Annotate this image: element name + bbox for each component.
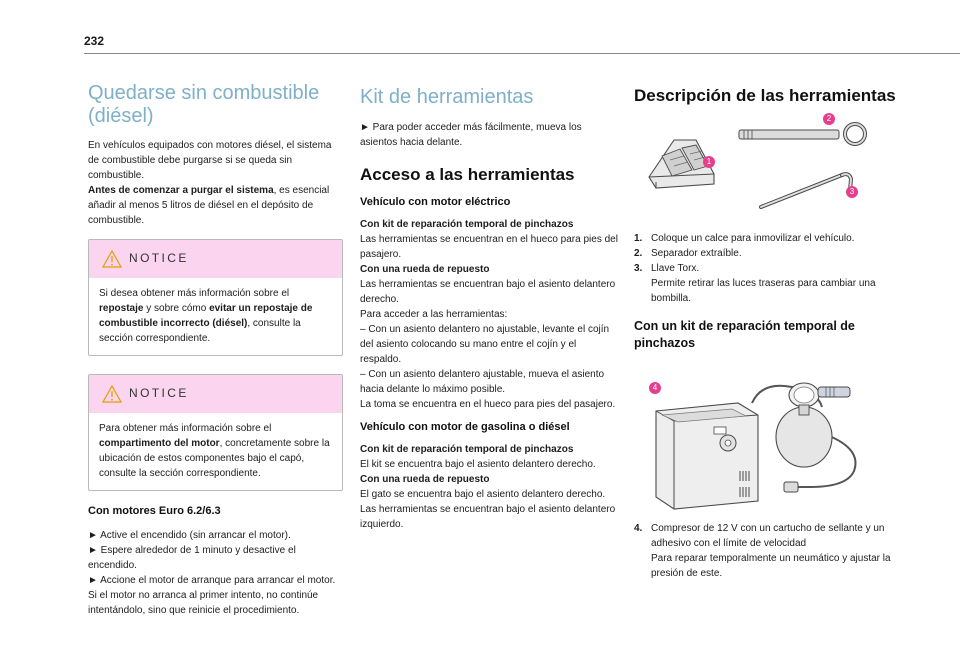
item-number: 2. (634, 248, 643, 259)
notice-text: Para obtener más información sobre el (99, 423, 272, 434)
title-line-2: (diésel) (88, 105, 154, 127)
notice-body (89, 278, 342, 355)
notice-text: , consulte la sección correspondiente. (99, 318, 301, 344)
callout-badge-4: 4 (649, 382, 661, 394)
item-subtext: Para reparar temporalmente un neumático y ajustar la presión de este. (651, 553, 891, 579)
e-spare-title: Con una rueda de repuesto (360, 264, 490, 275)
left-column (88, 82, 341, 618)
toolkit-intro: ► Para poder acceder más fácilmente, mueva los asientos hacia delante. (360, 122, 582, 148)
step-2: ► Espere alrededor de 1 minuto y desactive el encendido. (88, 545, 296, 571)
list-item (634, 231, 896, 246)
final-note: Si el motor no arranca al primer intento, no continúe intentándolo, sino que reinicie el procedimiento. (88, 590, 319, 616)
item-text: Separador extraíble. (651, 248, 742, 259)
notice-text: y sobre cómo (143, 303, 210, 314)
kit-title: Con un kit de reparación temporal de pinchazos (634, 319, 855, 350)
purge-warning (88, 183, 341, 228)
f-spare-text-2: Las herramientas se encuentran bajo el asiento delantero izquierdo. (360, 504, 616, 530)
notice-label: NOTICE (129, 386, 189, 400)
warning-triangle-icon (102, 385, 122, 403)
f-spare-title: Con una rueda de repuesto (360, 474, 490, 485)
callout-badge-1: 1 (703, 156, 715, 168)
e-dash-1: – Con un asiento delantero no ajustable, levante el cojín del asiento colocando su mano entre el cojín y el respaldo. (360, 324, 610, 365)
item-number: 3. (634, 263, 643, 274)
tools-list (634, 231, 896, 352)
notice-box-engine (88, 374, 343, 491)
purge-warning-rest: , es esencial añadir al menos 5 litros de diésel en el depósito de combustible. (88, 185, 330, 226)
header-divider (84, 53, 960, 54)
notice-box-refuelling (88, 239, 343, 356)
euro-heading: Con motores Euro 6.2/6.3 (88, 505, 221, 517)
towing-eye-image (739, 124, 865, 144)
section-title-fuel (88, 82, 341, 128)
e-access-text: Para acceder a las herramientas: (360, 309, 508, 320)
notice-label: NOTICE (129, 251, 189, 265)
notice-text: Si desea obtener más información sobre el (99, 288, 290, 299)
list-item (634, 521, 896, 581)
page-number: 232 (84, 34, 105, 48)
compressor-illustration (642, 375, 882, 513)
item-subtext: Permite retirar las luces traseras para cambiar una bombilla. (651, 278, 876, 304)
tools-illustration (644, 112, 870, 216)
item-number: 1. (634, 233, 643, 244)
torx-key-image (761, 174, 851, 207)
callout-badge-2: 2 (823, 113, 835, 125)
list-item (634, 246, 896, 261)
f-spare-text-1: El gato se encuentra bajo el asiento delantero derecho. (360, 489, 606, 500)
compressor-image (656, 383, 855, 509)
f-kit-title: Con kit de reparación temporal de pinchazos (360, 444, 574, 455)
notice-link-misfuel: evitar un repostaje de combustible incorrecto (diésel) (99, 303, 313, 329)
notice-link-engine: compartimento del motor (99, 438, 220, 449)
e-spare-text: Las herramientas se encuentran bajo el asiento delantero derecho. (360, 279, 616, 305)
tools-description-title: Descripción de las herramientas (634, 86, 896, 105)
e-dash-2: – Con un asiento delantero ajustable, mueva el asiento hacia delante lo máximo posible. (360, 369, 605, 395)
warning-triangle-icon (102, 250, 122, 268)
f-kit-text: El kit se encuentra bajo el asiento delantero derecho. (360, 459, 596, 470)
middle-column (360, 82, 619, 532)
e-footwell: La toma se encuentra en el hueco para pies del pasajero. (360, 399, 616, 410)
item-text: Compresor de 12 V con un cartucho de sellante y un adhesivo con el límite de velocidad (651, 523, 885, 549)
section-title-toolkit: Kit de herramientas (360, 86, 534, 108)
step-1: ► Active el encendido (sin arrancar el motor). (88, 530, 291, 541)
intro-text: En vehículos equipados con motores diésel, el sistema de combustible debe purgarse si se queda sin combustible. (88, 140, 332, 181)
purge-warning-bold: Antes de comenzar a purgar el sistema (88, 185, 274, 196)
item-number: 4. (634, 523, 643, 534)
title-line-1: Quedarse sin combustible (88, 82, 320, 104)
notice-header (89, 375, 342, 413)
e-kit-text: Las herramientas se encuentran en el hueco para pies del pasajero. (360, 234, 618, 260)
fuel-heading: Vehículo con motor de gasolina o diésel (360, 421, 570, 433)
callout-badge-3: 3 (846, 186, 858, 198)
notice-text: , concretamente sobre la ubicación de estos componentes bajo el capó, consulte la sección correspondiente. (99, 438, 330, 479)
right-column (634, 82, 896, 106)
item-text: Coloque un calce para inmovilizar el vehículo. (651, 233, 855, 244)
item-text: Llave Torx. (651, 263, 700, 274)
notice-body (89, 413, 342, 490)
step-3: ► Accione el motor de arranque para arrancar el motor. (88, 575, 336, 586)
access-title: Acceso a las herramientas (360, 165, 575, 184)
notice-header (89, 240, 342, 278)
list-item (634, 261, 896, 306)
notice-link-refuelling: repostaje (99, 303, 144, 314)
compressor-description (634, 521, 896, 581)
e-kit-title: Con kit de reparación temporal de pinchazos (360, 219, 574, 230)
electric-heading: Vehículo con motor eléctrico (360, 196, 511, 208)
